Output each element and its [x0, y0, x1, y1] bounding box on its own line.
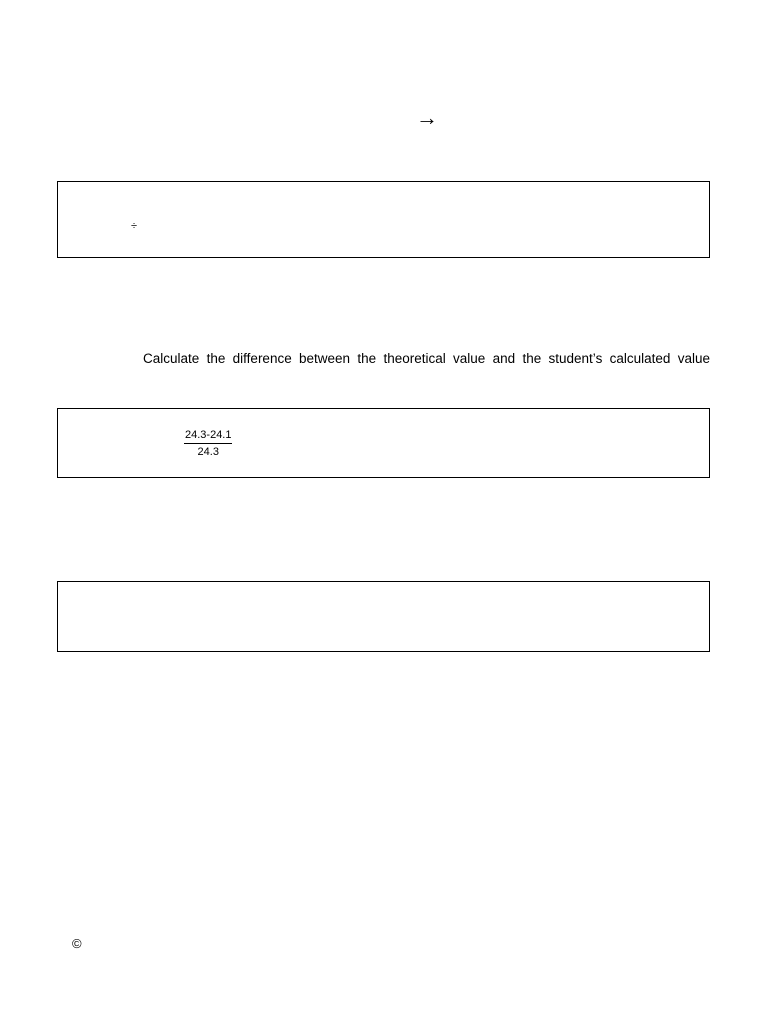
- answer-box-3: [57, 581, 710, 652]
- copyright-icon: ©: [72, 936, 82, 951]
- fraction-numerator: 24.3-24.1: [184, 429, 232, 444]
- arrow-icon: →: [416, 105, 438, 130]
- answer-box-1: [57, 181, 710, 258]
- percent-difference-fraction: [184, 429, 232, 459]
- answer-box-2: [57, 408, 710, 478]
- fraction-denominator: 24.3: [197, 446, 219, 458]
- instruction-text: Calculate the difference between the theoretical value and the student’s calculated value: [143, 351, 710, 366]
- division-sign-icon: ÷: [131, 220, 138, 232]
